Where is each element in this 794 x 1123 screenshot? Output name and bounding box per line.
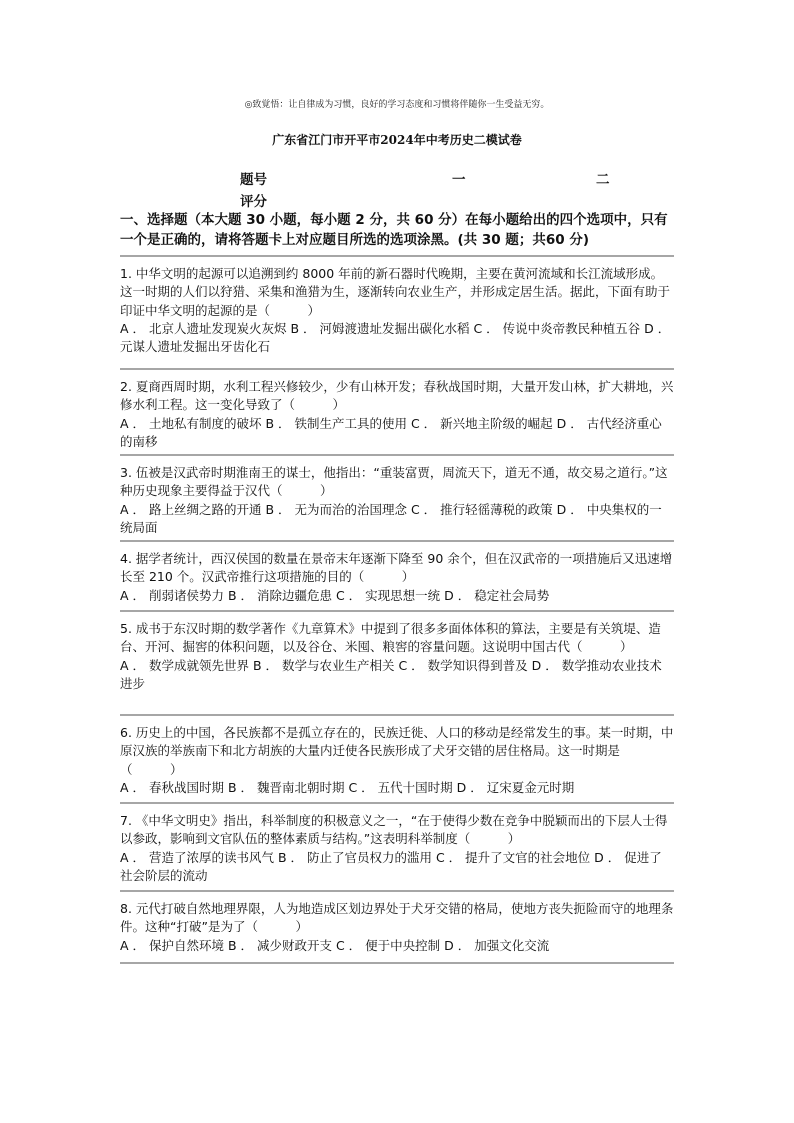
question-stem: 7. 《中华文明史》指出，科举制度的积极意义之一，“在于使得少数在竞争中脱颖而出的下层人士得以参政，影响到文官队伍的整体素质与结构。”这表明科举制度（ ）	[120, 813, 668, 847]
question-stem: 2. 夏商西周时期，水利工程兴修较少，少有山林开发；春秋战国时期，大量开发山林，扩大耕地，兴修水利工程。这一变化导致了（ ）	[120, 379, 674, 413]
score-row-label: 评分	[240, 194, 267, 210]
question-item	[120, 610, 674, 714]
score-col-2: 二	[596, 172, 610, 188]
question-item	[120, 368, 674, 454]
question-stem: 3. 伍被是汉武帝时期淮南王的谋士，他指出：“重装富贾，周流天下，道无不通，故交易之道行。”这种历史现象主要得益于汉代（ ）	[120, 465, 668, 499]
section-heading: 一、选择题（本大题 30 小题，每小题 2 分，共 60 分）在每小题给出的四个选项中，只有一个是正确的，请将答题卡上对应题目所选的选项涂黑。(共 30 题；共60 分)	[120, 212, 668, 248]
question-item	[120, 454, 674, 540]
question-options: A ． 土地私有制度的破坏 B ． 铁制生产工具的使用 C ． 新兴地主阶级的崛起 D ． 古代经济重心的南移	[120, 415, 662, 449]
score-row-label: 题号	[240, 172, 267, 188]
question-stem: 6. 历史上的中国，各民族都不是孤立存在的，民族迁徙、人口的移动是经常发生的事。某一时期，中原汉族的举族南下和北方胡族的大量内迁使各民族形成了犬牙交错的居住格局。这一时期是（ ）	[120, 725, 674, 777]
question-options: A ． 北京人遗址发现炭火灰烬 B ． 河姆渡遗址发掘出碳化水稻 C ． 传说中炎帝教民种植五谷 D ． 元谋人遗址发掘出牙齿化石	[120, 320, 671, 355]
question-options: A ． 削弱诸侯势力 B ． 消除边疆危患 C ． 实现思想一统 D ． 稳定社会局势	[120, 587, 550, 603]
motto-line: ◎致覚悟：让自律成为习惯，良好的学习态度和习惯将伴随你一生受益无穷。	[244, 100, 550, 110]
question-item	[120, 890, 674, 962]
question-list	[120, 255, 674, 964]
question-stem: 5. 成书于东汉时期的数学著作《九章算术》中提到了很多多面体体积的算法，主要是有关筑堤、造台、开河、掘窖的体积问题，以及谷仓、米囤、粮窖的容量问题。这说明中国古代（ ）	[120, 621, 661, 655]
question-item	[120, 255, 674, 368]
score-col-1: 一	[452, 172, 466, 188]
question-options: A ． 数学成就领先世界 B ． 数学与农业生产相关 C ． 数学知识得到普及 D ． 数学推动农业技术进步	[120, 657, 662, 691]
question-options: A ． 路上丝绸之路的开通 B ． 无为而治的治国理念 C ． 推行轻徭薄税的政策 D ． 中央集权的一统局面	[120, 501, 662, 535]
question-options: A ． 春秋战国时期 B ． 魏晋南北朝时期 C ． 五代十国时期 D ． 辽宋夏金元时期	[120, 779, 575, 795]
question-stem: 1. 中华文明的起源可以追溯到约 8000 年前的新石器时代晚期，主要在黄河流域和长江流域形成。这一时期的人们以狩猎、采集和渔猎为生，逐渐转向农业生产，并形成定居生活。据此，下面有助于印证中华文明的起源的是（ ）	[120, 266, 671, 318]
question-options: A ． 保护自然环境 B ． 减少财政开支 C ． 便于中央控制 D ． 加强文化交流	[120, 937, 550, 953]
question-item	[120, 714, 674, 802]
question-item	[120, 540, 674, 610]
question-stem: 8. 元代打破自然地理界限，人为地造成区划边界处于犬牙交错的格局，使地方丧失扼险而守的地理条件。这种“打破”是为了（ ）	[120, 901, 674, 935]
list-end-rule	[120, 962, 674, 964]
question-options: A ． 营造了浓厚的读书风气 B ． 防止了官员权力的滥用 C ． 提升了文官的社会地位 D ． 促进了社会阶层的流动	[120, 849, 662, 883]
page-title: 广东省江门市开平市2024年中考历史二模试卷	[272, 133, 522, 147]
question-item	[120, 802, 674, 890]
question-stem: 4. 据学者统计，西汉侯国的数量在景帝末年逐渐下降至 90 余个，但在汉武帝的一项措施后又迅速增长至 210 个。汉武帝推行这项措施的目的（ ）	[120, 551, 673, 585]
